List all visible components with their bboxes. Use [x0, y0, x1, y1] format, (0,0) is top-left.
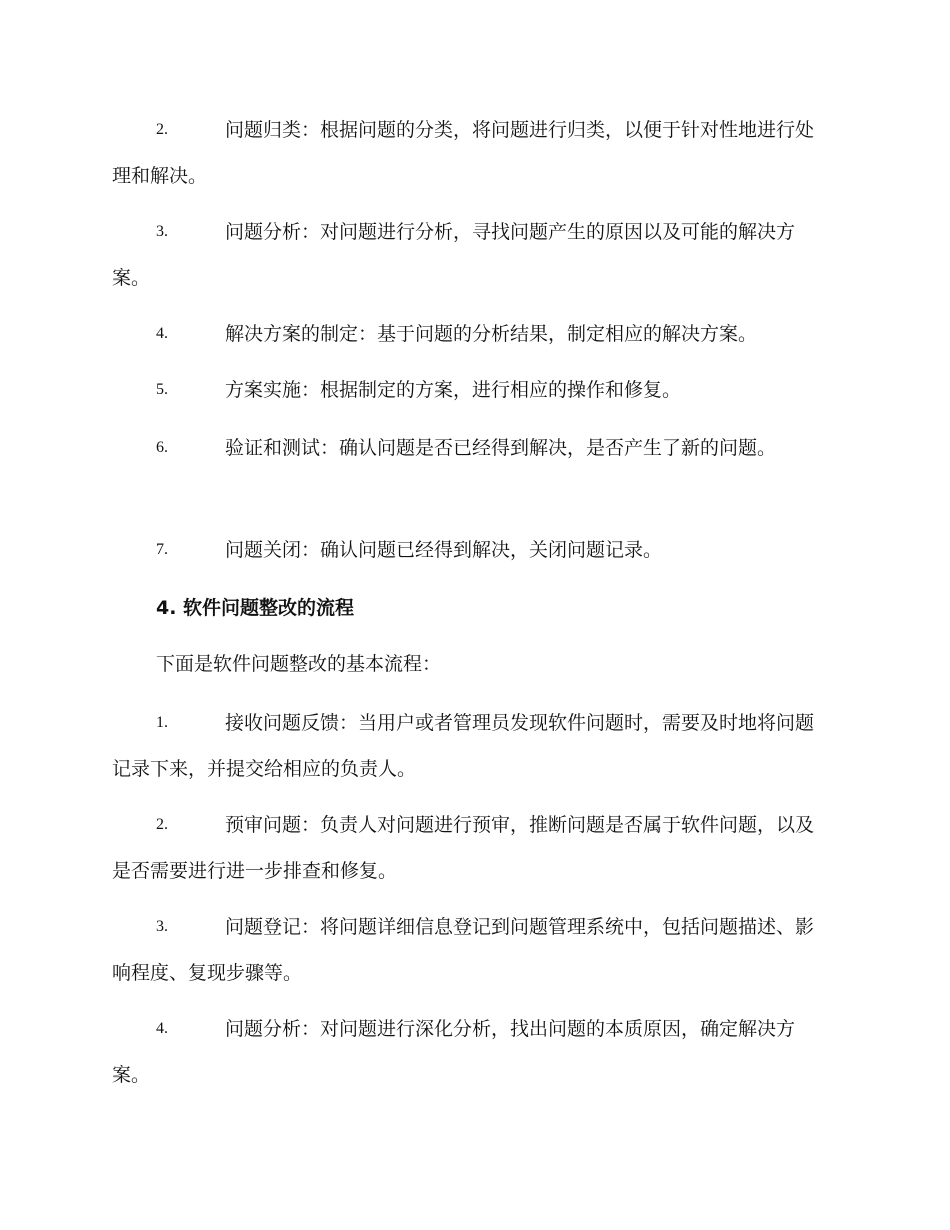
list-text: 接收问题反馈：当用户或者管理员发现软件问题时，需要及时地将问题记录下来，并提交给相应的负责人。 — [112, 712, 815, 780]
section-intro: 下面是软件问题整改的基本流程： — [156, 653, 442, 675]
list-number: 4. — [156, 1020, 168, 1037]
list-item — [112, 802, 832, 894]
list-number: 2. — [156, 816, 168, 833]
list-item — [112, 107, 832, 199]
list-text: 问题分析：对问题进行深化分析，找出问题的本质原因，确定解决方案。 — [112, 1018, 796, 1086]
list-item — [112, 527, 832, 573]
list-item — [112, 311, 832, 357]
list-number: 3. — [156, 918, 168, 935]
list-text: 方案实施：根据制定的方案，进行相应的操作和修复。 — [225, 379, 682, 401]
list-number: 3. — [156, 223, 168, 240]
list-item — [112, 904, 832, 996]
list-number: 1. — [156, 714, 168, 731]
list-item — [112, 700, 832, 792]
list-text: 验证和测试：确认问题是否已经得到解决，是否产生了新的问题。 — [225, 437, 777, 459]
section-heading: 4. 软件问题整改的流程 — [156, 597, 355, 619]
list-text: 问题分析：对问题进行分析，寻找问题产生的原因以及可能的解决方案。 — [112, 221, 796, 289]
list-text: 问题归类：根据问题的分类，将问题进行归类，以便于针对性地进行处理和解决。 — [112, 119, 815, 187]
list-item — [112, 209, 832, 301]
list-text: 解决方案的制定：基于问题的分析结果，制定相应的解决方案。 — [225, 323, 758, 345]
list-item — [112, 367, 832, 413]
list-item — [112, 425, 832, 471]
list-number: 2. — [156, 121, 168, 138]
list-number: 5. — [156, 381, 168, 398]
list-number: 6. — [156, 439, 168, 456]
list-text: 预审问题：负责人对问题进行预审，推断问题是否属于软件问题，以及是否需要进行进一步排查和修复。 — [112, 814, 815, 882]
list-text: 问题登记：将问题详细信息登记到问题管理系统中，包括问题描述、影响程度、复现步骤等。 — [112, 916, 815, 984]
list-text: 问题关闭：确认问题已经得到解决，关闭问题记录。 — [225, 539, 663, 561]
list-item — [112, 1006, 832, 1098]
list-number: 4. — [156, 325, 168, 342]
list-number: 7. — [156, 541, 168, 558]
